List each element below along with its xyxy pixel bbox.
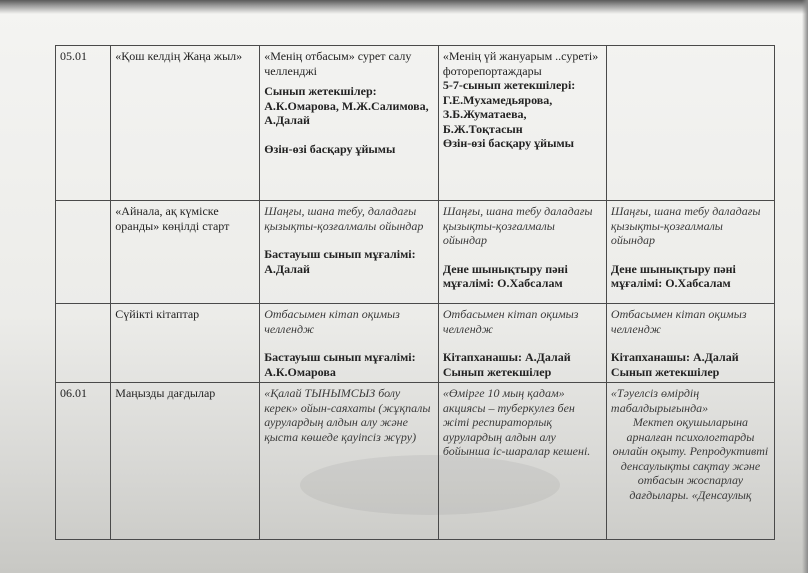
date-cell — [56, 201, 111, 304]
activity-text: Шаңғы, шана тебу даладағы қызықты-қозғалмалы ойындар — [610, 204, 761, 247]
activity-cell — [438, 46, 606, 201]
table-row — [56, 304, 775, 383]
activity-text: Шаңғы, шана тебу, даладағы қызықты-қозғалмалы ойындар — [264, 204, 424, 233]
event-cell: Сүйікті кітаптар — [111, 304, 260, 383]
date-cell — [56, 304, 111, 383]
event-cell: «Қош келдің Жаңа жыл» — [111, 46, 260, 201]
activity-text: «Өмірге 10 мың қадам» акциясы – туберкулез бен жіті респираторлық аурулардың алдын алу бойынша іс-шаралар кешені. — [442, 386, 591, 458]
scan-right-edge — [802, 0, 808, 573]
activity-title: «Менің үй жануарым ..суреті» фоторепортаждары — [442, 49, 599, 78]
activity-cell — [260, 46, 439, 201]
activity-cell — [260, 201, 439, 304]
activity-text: Отбасымен кітап оқимыз челлендж — [264, 307, 400, 336]
grade-label: 5-7-сынып жетекшілері: — [442, 78, 576, 92]
activity-cell — [606, 383, 774, 540]
table-row — [56, 383, 775, 540]
table-row — [56, 46, 775, 201]
scan-top-shadow — [0, 0, 808, 14]
activity-cell — [260, 383, 439, 540]
empty-cell — [606, 46, 774, 201]
teacher-text: Дене шынықтыру пәні мұғалімі: О.Хабсалам — [610, 261, 736, 290]
table-row — [56, 201, 775, 304]
activity-cell — [438, 383, 606, 540]
event-cell: «Айнала, ақ күміске оранды» көңілді старт — [111, 201, 260, 304]
organization: Өзін-өзі басқару ұйымы — [442, 136, 574, 150]
activity-description: Мектеп оқушыларына арналған психологтарды онлайн оқыту. Репродуктивті денсаулықты сақтау және отбасын жоспарлау дағдылары. «Денсаулық — [612, 415, 769, 502]
responsible-names: А.К.Омарова, М.Ж.Салимова, А.Далай — [264, 98, 429, 127]
date-cell: 06.01 — [56, 383, 111, 540]
activity-text: Отбасымен кітап оқимыз челлендж — [442, 307, 579, 336]
teacher-text: Бастауыш сынып мұғалімі: А.Далай — [264, 247, 416, 276]
teacher-text: Бастауыш сынып мұғалімі: А.К.Омарова — [264, 350, 416, 379]
teacher-text: Кітапханашы: А.Далай Сынып жетекшілер — [442, 350, 571, 379]
event-cell: Маңызды дағдылар — [111, 383, 260, 540]
organization: Өзін-өзі басқару ұйымы — [264, 141, 396, 156]
activity-cell — [260, 304, 439, 383]
responsible-names: Г.Е.Мухамедьярова, З.Б.Жуматаева, Б.Ж.Тоқтасын — [442, 92, 553, 136]
activity-cell — [438, 201, 606, 304]
activity-text: Шаңғы, шана тебу даладағы қызықты-қозғалмалы ойындар — [442, 204, 593, 247]
teacher-text: Кітапханашы: А.Далай Сынып жетекшілер — [610, 350, 739, 379]
schedule-table — [55, 45, 775, 540]
activity-cell — [438, 304, 606, 383]
activity-text: «Қалай ТЫНЫМСЫЗ болу керек» ойын-саяхаты (жұқпалы аурулардың алдын алу және қыста көшеде қауіпсіз жүру) — [264, 386, 431, 444]
activity-cell — [606, 304, 774, 383]
activity-title: «Менің отбасым» сурет салу челленджі — [264, 49, 412, 78]
activity-text: Отбасымен кітап оқимыз челлендж — [610, 307, 747, 336]
teacher-text: Дене шынықтыру пәні мұғалімі: О.Хабсалам — [442, 261, 568, 290]
responsible-label: Сынып жетекшілер: — [264, 84, 377, 98]
activity-cell — [606, 201, 774, 304]
date-cell: 05.01 — [56, 46, 111, 201]
activity-title: «Тәуелсіз өмірдің табалдырығында» — [610, 386, 709, 415]
